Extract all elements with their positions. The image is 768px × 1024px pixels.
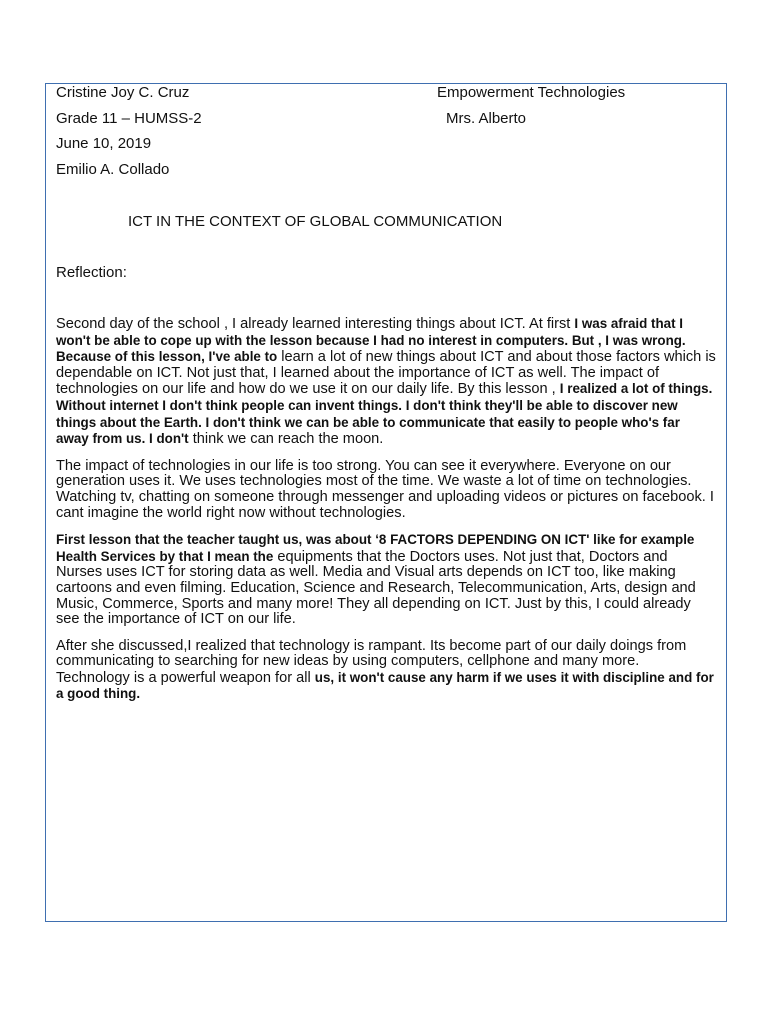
teacher-name: Mrs. Alberto <box>446 110 527 127</box>
paragraph-3 <box>56 532 716 628</box>
document-title: ICT IN THE CONTEXT OF GLOBAL COMMUNICATION <box>128 213 503 230</box>
school-name: Emilio A. Collado <box>56 161 170 178</box>
document-date: June 10, 2019 <box>56 135 152 152</box>
paragraph-2: The impact of technologies in our life is too strong. You can see it everywhere. Everyone on our generation uses it. We uses technologies most of the time. We waste a lot of time on technologies. Watching tv, chatting on someone through messenger and uploading videos or pictures on facebook. I cant imagine the world right now without technologies. <box>56 457 714 521</box>
paragraph-3-part-b: equipments that the Doctors uses. Not just that, Doctors and Nurses uses ICT for storing data as well. Media and Visual arts depends on ICT too, like making cartoons and even filming. Education, Science and Research, Telecommunication, Arts, design and Music, Commerce, Sports and many more! They all depending on ICT. Just by this, I could already see the importance of ICT on our life. <box>56 548 696 628</box>
paragraph-1-part-c: learn a lot of new things about ICT and about those factors which is dependable on ICT. Not just that, I learned about the importance of ICT as well. The impact of technologies on our life and how do we use it on our daily life. By this lesson , <box>56 349 716 398</box>
student-name: Cristine Joy C. Cruz <box>56 84 190 101</box>
paragraph-1-part-b: I was afraid that I won't be able to cope up with the lesson because I had no interest in computers. But , I was wrong. Because of this lesson, I've able to <box>56 316 686 365</box>
paragraph-4 <box>56 639 716 703</box>
subject-name: Empowerment Technologies <box>437 84 626 101</box>
grade-section: Grade 11 – HUMSS-2 <box>56 110 202 127</box>
reflection-body <box>56 316 716 714</box>
paragraph-4-part-a: After she discussed,I realized that technology is rampant. Its become part of our daily doings from communicating to searching for new ideas by using computers, cellphone and many more. Technology is a powerful weapon for all <box>56 637 687 686</box>
paragraph-4-part-b: us, it won't cause any harm if we uses it with discipline and for a good thing. <box>56 669 714 702</box>
paragraph-3-part-a: First lesson that the teacher taught us, was about ‘8 FACTORS DEPENDING ON ICT' like for example Health Services by that I mean the <box>56 532 695 564</box>
paragraph-1-part-d: I realized a lot of things. Without internet I don't think people can invent things. I don't think they'll be able to discover new things about the Earth. I don't think we can be able to communicate that easily to people who's far away from us. I don't <box>56 381 713 447</box>
paragraph-1-part-a: Second day of the school , I already learned interesting things about ICT. At first <box>56 316 571 332</box>
paragraph-1 <box>56 316 716 448</box>
paragraph-1-part-e: think we can reach the moon. <box>192 431 384 448</box>
reflection-label: Reflection: <box>56 264 127 281</box>
